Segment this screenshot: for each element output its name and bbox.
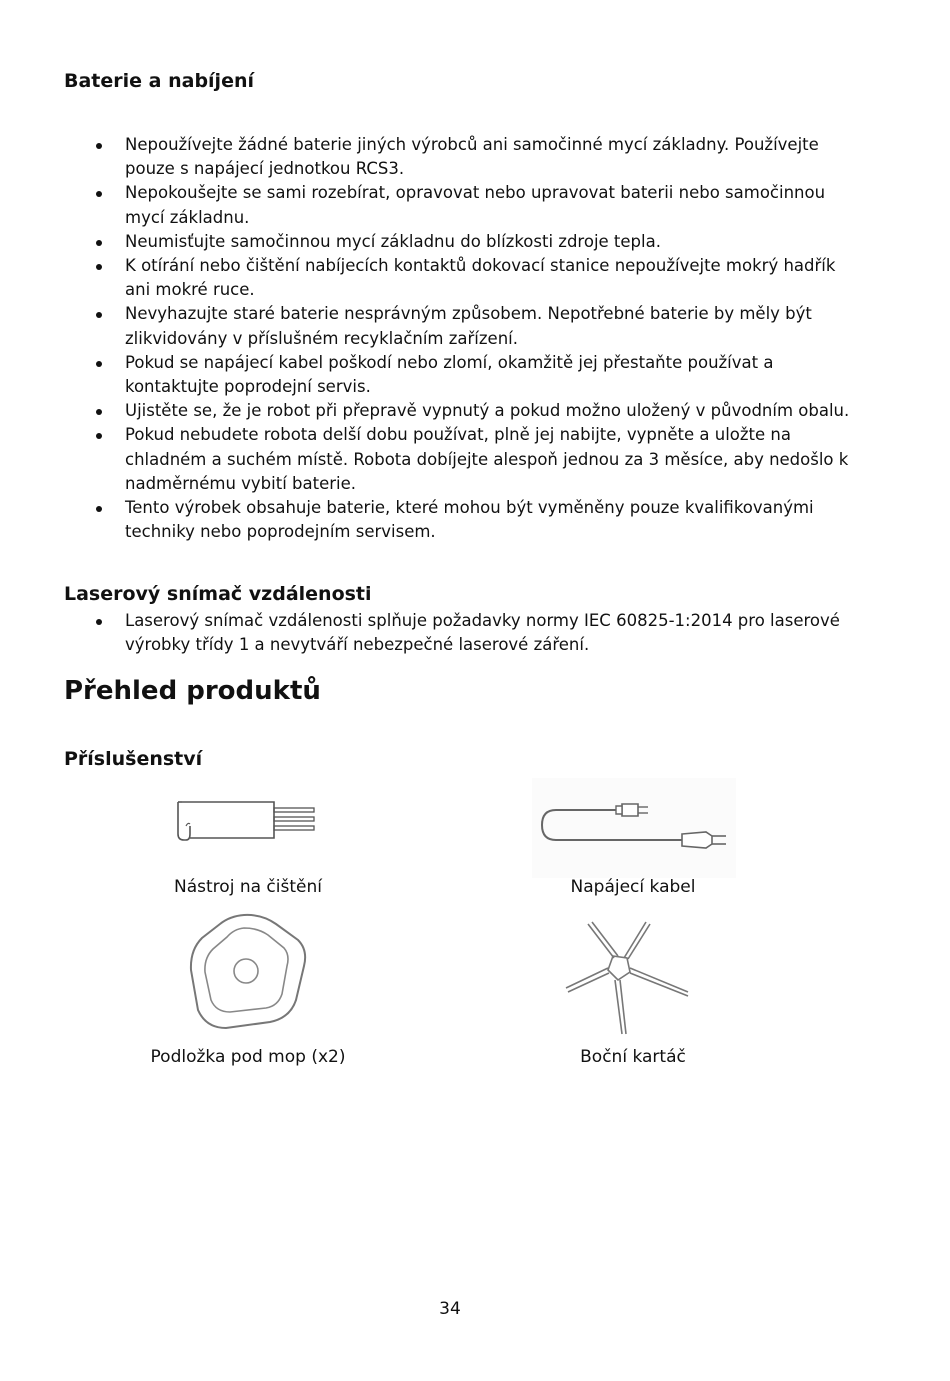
page-title: Přehled produktů: [64, 676, 321, 706]
battery-list: [64, 133, 854, 544]
laser-heading: Laserový snímač vzdálenosti: [64, 583, 372, 605]
list-item: Nevyhazujte staré baterie nesprávným způsobem. Nepotřebné baterie by měly být zlikvidovány v příslušném recyklačním zařízení.: [64, 302, 854, 350]
list-item: Ujistěte se, že je robot při přepravě vypnutý a pokud možno uložený v původním obalu.: [64, 399, 854, 423]
side-brush-icon: [558, 912, 710, 1042]
page-number: 34: [439, 1299, 461, 1319]
list-item: Pokud nebudete robota delší dobu používat, plně jej nabijte, vypněte a uložte na chladném a suchém místě. Robota dobíjejte alespoň jednou za 3 měsíce, aby nedošlo k nadměrnému vybití baterie.: [64, 423, 854, 496]
list-item: Pokud se napájecí kabel poškodí nebo zlomí, okamžitě jej přestaňte používat a kontaktujte poprodejní servis.: [64, 351, 854, 399]
list-item: K otírání nebo čištění nabíjecích kontaktů dokovací stanice nepoužívejte mokrý hadřík ani mokré ruce.: [64, 254, 854, 302]
accessories-heading: Příslušenství: [64, 748, 203, 770]
caption-side-brush: Boční kartáč: [580, 1047, 686, 1067]
battery-heading: Baterie a nabíjení: [64, 70, 254, 92]
caption-power-cable: Napájecí kabel: [570, 877, 696, 897]
list-item: Laserový snímač vzdálenosti splňuje požadavky normy IEC 60825-1:2014 pro laserové výrobky třídy 1 a nevytváří nebezpečné laserové záření.: [64, 609, 854, 657]
list-item: Neumisťujte samočinnou mycí základnu do blízkosti zdroje tepla.: [64, 230, 854, 254]
list-item: Tento výrobek obsahuje baterie, které mohou být vyměněny pouze kvalifikovanými techniky nebo poprodejním servisem.: [64, 496, 854, 544]
caption-cleaning-tool: Nástroj na čištění: [174, 877, 322, 897]
laser-list: [64, 609, 854, 657]
mop-pad-icon: [186, 910, 310, 1034]
list-item: Nepoužívejte žádné baterie jiných výrobců ani samočinné mycí základny. Používejte pouze s napájecí jednotkou RCS3.: [64, 133, 854, 181]
list-item: Nepokoušejte se sami rozebírat, opravovat nebo upravovat baterii nebo samočinnou mycí základnu.: [64, 181, 854, 229]
cleaning-tool-icon: [172, 798, 320, 844]
power-cable-icon: [532, 778, 736, 878]
caption-mop-pad: Podložka pod mop (x2): [150, 1047, 346, 1067]
